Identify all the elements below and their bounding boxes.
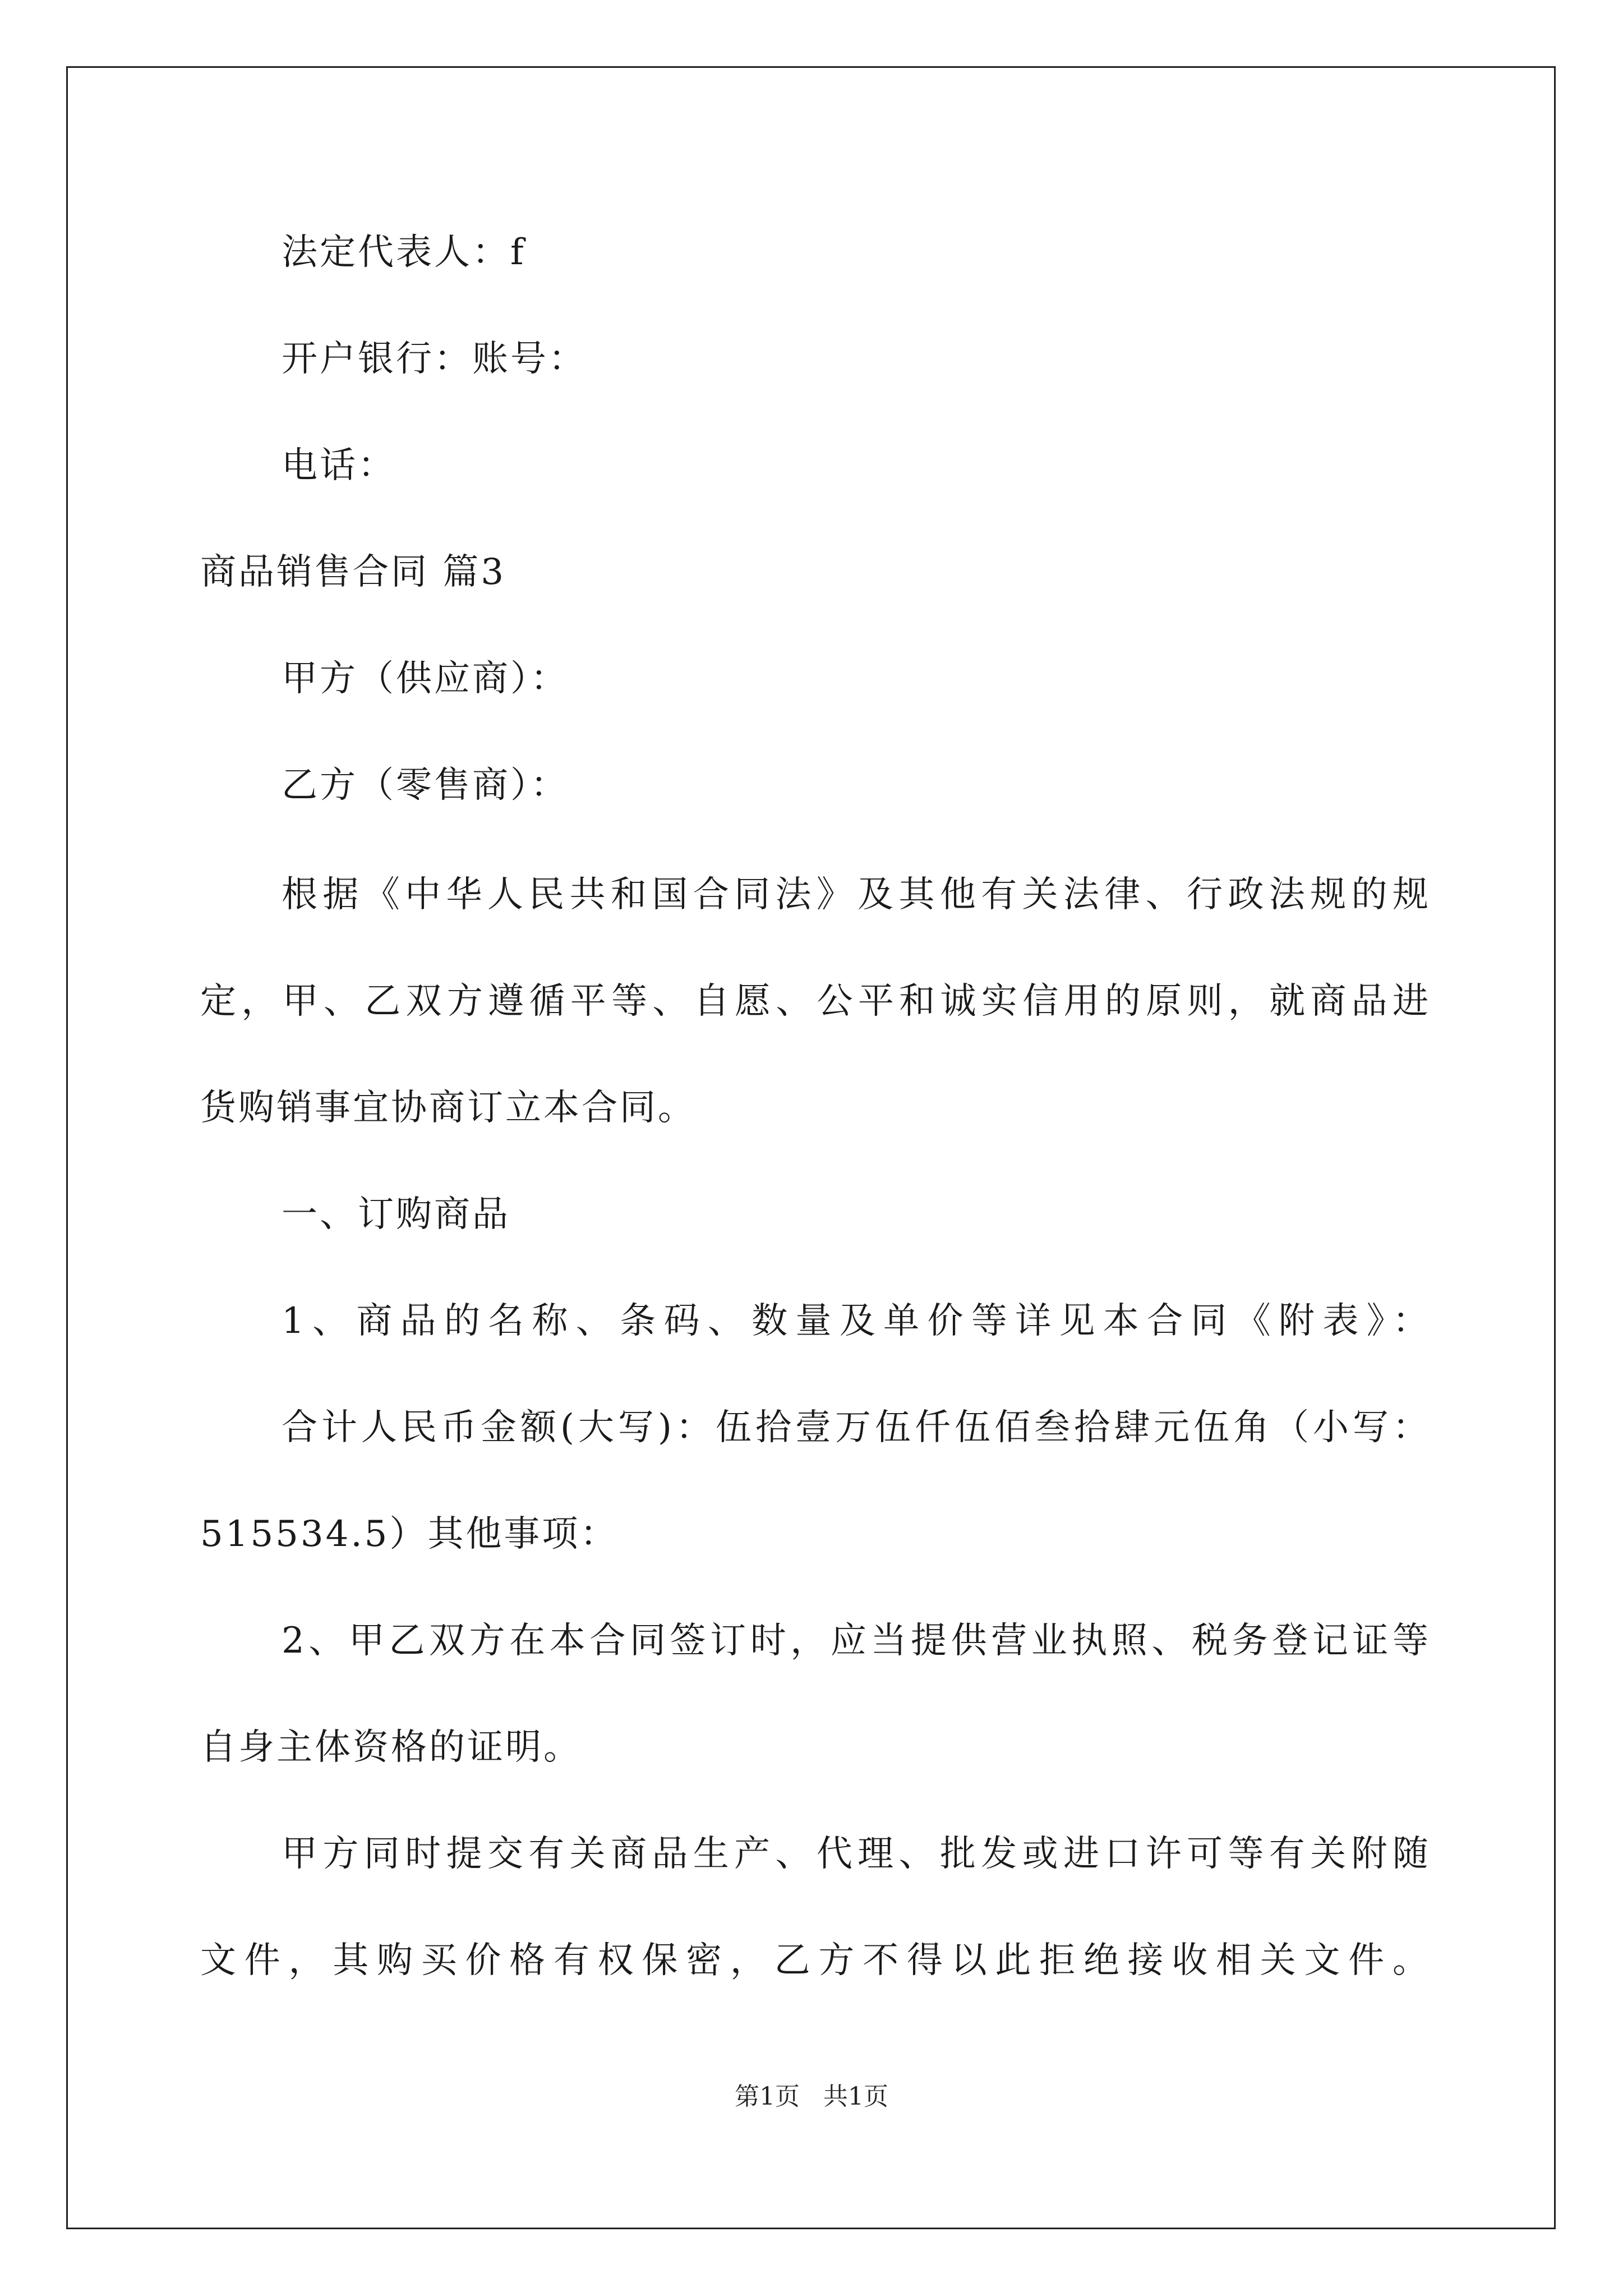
page-number: 第1页 xyxy=(735,2082,800,2111)
paragraph-line: 515534.5）其他事项： xyxy=(200,1513,619,1555)
page-total: 共1页 xyxy=(823,2082,888,2111)
legal-representative-line: 法定代表人：f xyxy=(282,232,526,273)
paragraph-line: 货购销事宜协商订立本合同。 xyxy=(200,1087,696,1129)
paragraph-line: 自身主体资格的证明。 xyxy=(200,1727,582,1768)
section-heading: 商品销售合同 篇3 xyxy=(200,551,506,593)
bank-account-line: 开户银行：账号： xyxy=(282,338,587,380)
page-border xyxy=(66,66,1556,2229)
paragraph-line: 文件，其购买价格有权保密，乙方不得以此拒绝接收相关文件。 xyxy=(200,1940,1428,1981)
paragraph-line: 定，甲、乙双方遵循平等、自愿、公平和诚实信用的原则，就商品进 xyxy=(200,981,1428,1022)
phone-line: 电话： xyxy=(282,445,396,486)
clause-heading: 一、订购商品 xyxy=(282,1194,510,1235)
paragraph-line: 1、商品的名称、条码、数量及单价等详见本合同《附表》： xyxy=(282,1300,1428,1342)
party-a-line: 甲方（供应商）： xyxy=(282,658,569,700)
page-footer xyxy=(0,2080,1623,2114)
paragraph-line: 合计人民币金额(大写)：伍拾壹万伍仟伍佰叁拾肆元伍角（小写： xyxy=(282,1407,1428,1448)
party-b-line: 乙方（零售商）： xyxy=(282,765,569,806)
paragraph-line: 甲方同时提交有关商品生产、代理、批发或进口许可等有关附随 xyxy=(282,1833,1428,1875)
paragraph-line: 2、甲乙双方在本合同签订时，应当提供营业执照、税务登记证等 xyxy=(282,1620,1428,1662)
paragraph-line: 根据《中华人民共和国合同法》及其他有关法律、行政法规的规 xyxy=(282,874,1428,915)
